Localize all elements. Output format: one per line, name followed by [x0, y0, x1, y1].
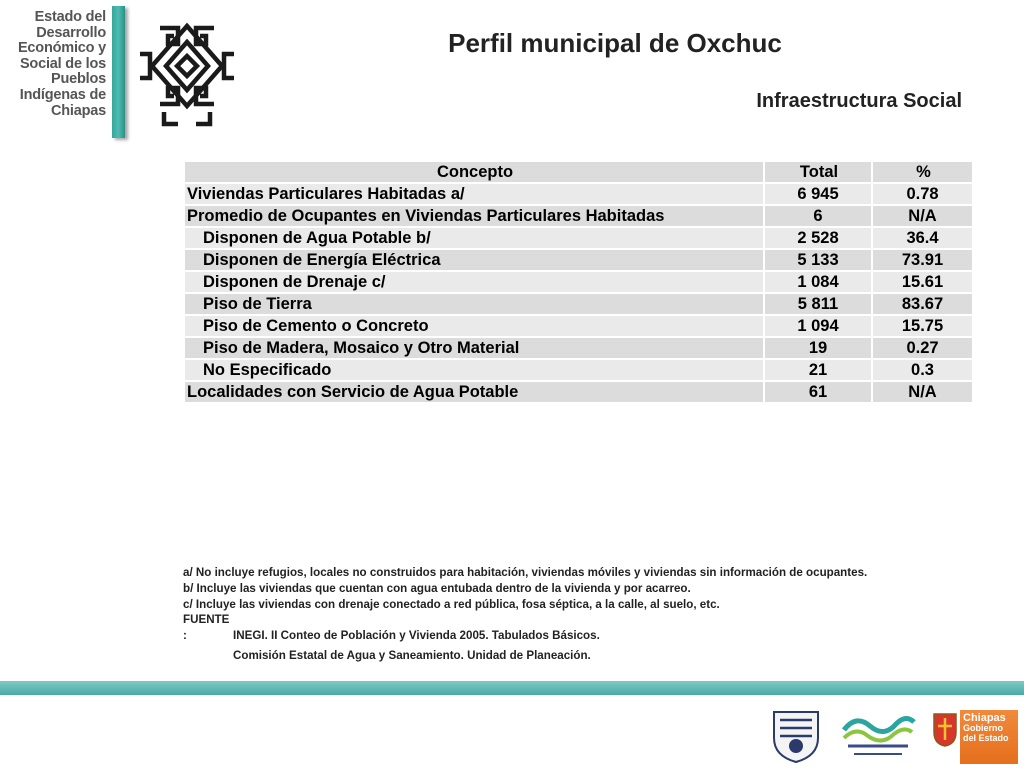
row-percent: 73.91 [872, 249, 973, 271]
table-row [184, 359, 973, 381]
organization-name [14, 10, 106, 119]
row-total: 2 528 [764, 227, 872, 249]
table-row [184, 271, 973, 293]
source-label: FUENTE [183, 613, 230, 627]
org-line: Chiapas [50, 102, 106, 119]
row-total: 1 094 [764, 315, 872, 337]
footnote-text: Incluye las viviendas que cuentan con agua entubada dentro de la vivienda y por acarreo. [196, 581, 691, 595]
mexico-nacion-multicultural-logo-icon [838, 708, 918, 762]
table-row [184, 249, 973, 271]
source-line-1 [183, 628, 983, 644]
table-row [184, 227, 973, 249]
row-percent: N/A [872, 205, 973, 227]
column-header-percent: % [872, 161, 973, 183]
row-total: 5 133 [764, 249, 872, 271]
row-concept: Piso de Madera, Mosaico y Otro Material [184, 337, 764, 359]
table-row [184, 381, 973, 403]
row-concept: Piso de Tierra [184, 293, 764, 315]
row-percent: 0.27 [872, 337, 973, 359]
footnote-a [183, 565, 983, 581]
footnote-key: a/ [183, 566, 193, 579]
table-row [184, 205, 973, 227]
row-percent: 15.75 [872, 315, 973, 337]
row-total: 6 [764, 205, 872, 227]
page-title: Perfil municipal de Oxchuc [448, 28, 782, 58]
row-concept: Viviendas Particulares Habitadas a/ [184, 183, 764, 205]
footnotes [183, 565, 983, 664]
chiapas-box-line: Gobierno [963, 723, 1003, 733]
row-total: 1 084 [764, 271, 872, 293]
row-total: 21 [764, 359, 872, 381]
row-concept: Promedio de Ocupantes en Viviendas Particulares Habitadas [184, 205, 764, 227]
row-concept: Piso de Cemento o Concreto [184, 315, 764, 337]
org-line: Pueblos [51, 71, 106, 88]
row-concept: Disponen de Agua Potable b/ [184, 227, 764, 249]
org-line: Social de los [19, 55, 106, 72]
column-header-concept: Concepto [184, 161, 764, 183]
row-concept: Disponen de Energía Eléctrica [184, 249, 764, 271]
unam-shield-icon [768, 708, 824, 764]
row-total: 6 945 [764, 183, 872, 205]
footnote-c [183, 597, 983, 613]
row-percent: 36.4 [872, 227, 973, 249]
fretwork-logo-icon [134, 8, 240, 130]
row-percent: 15.61 [872, 271, 973, 293]
footnote-b [183, 581, 983, 597]
row-total: 5 811 [764, 293, 872, 315]
source-colon: : [183, 629, 187, 643]
chiapas-government-logo [960, 710, 1018, 764]
source-text: INEGI. II Conteo de Población y Vivienda 2005. Tabulados Básicos. [233, 629, 600, 643]
row-concept: No Especificado [184, 359, 764, 381]
chiapas-shield-icon [932, 712, 958, 748]
chiapas-box-line: Chiapas [963, 712, 1006, 724]
chiapas-box-line: del Estado [963, 733, 1009, 743]
row-concept: Disponen de Drenaje c/ [184, 271, 764, 293]
org-line: Estado del [34, 9, 106, 25]
footnote-key: b/ [183, 581, 194, 595]
footnote-text: Incluye las viviendas con drenaje conectado a red pública, fosa séptica, a la calle, al suelo, etc. [195, 597, 720, 611]
footnote-text: No incluye refugios, locales no construidos para habitación, viviendas móviles y viviendas sin información de ocupantes. [195, 566, 868, 579]
row-total: 61 [764, 381, 872, 403]
table-row [184, 293, 973, 315]
org-line: Indígenas de [19, 86, 106, 103]
infrastructure-table [183, 160, 974, 404]
source-line-2: Comisión Estatal de Agua y Saneamiento. Unidad de Planeación. [233, 648, 591, 662]
row-percent: N/A [872, 381, 973, 403]
column-header-total: Total [764, 161, 872, 183]
table-row [184, 337, 973, 359]
org-line: Económico y [17, 40, 106, 57]
row-percent: 0.78 [872, 183, 973, 205]
table-header-row [184, 161, 973, 183]
table-row [184, 315, 973, 337]
header-vertical-bar [112, 6, 125, 138]
row-concept: Localidades con Servicio de Agua Potable [184, 381, 764, 403]
row-percent: 0.3 [872, 359, 973, 381]
org-line: Desarrollo [36, 24, 106, 41]
page-subtitle: Infraestructura Social [756, 90, 962, 112]
row-percent: 83.67 [872, 293, 973, 315]
footnote-key: c/ [183, 597, 193, 611]
row-total: 19 [764, 337, 872, 359]
footer-accent-band [0, 681, 1024, 695]
table-row [184, 183, 973, 205]
